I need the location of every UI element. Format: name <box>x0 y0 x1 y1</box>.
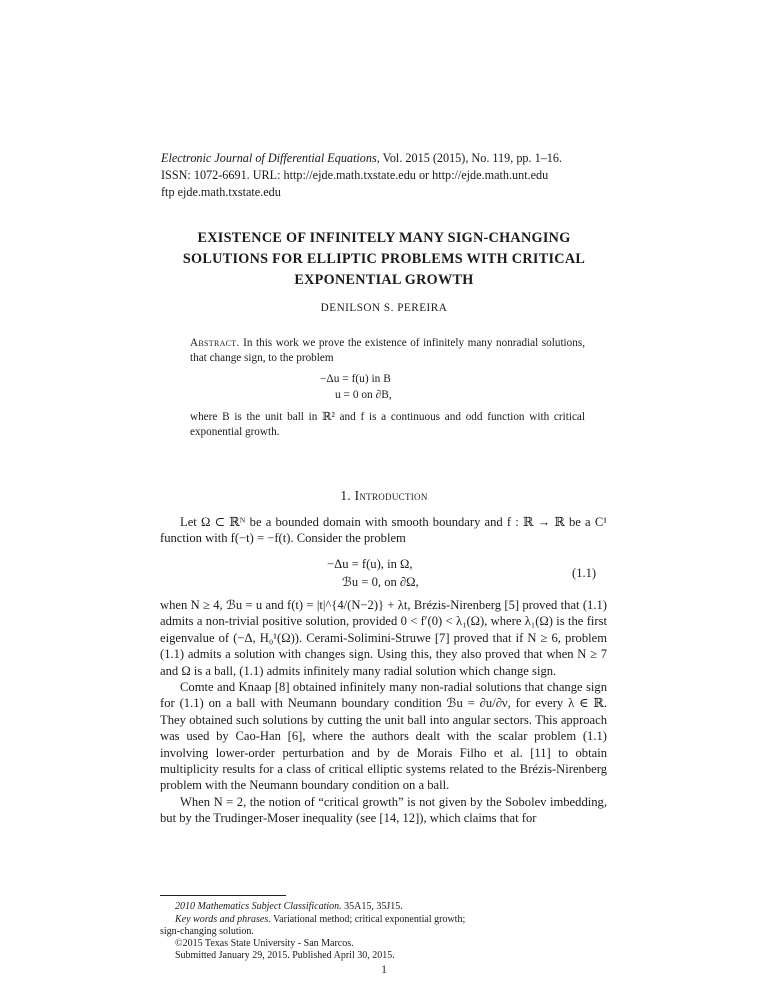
abstract-text-1 <box>190 336 585 366</box>
title-line-2: SOLUTIONS FOR ELLIPTIC PROBLEMS WITH CRITICAL <box>182 251 586 267</box>
footnote-msc <box>175 901 615 914</box>
paragraph-3-text: Comte and Knaap [8] obtained infinitely many non-radial solutions that change sign for (1.1) on a ball with Neumann boundary condition ℬu = ∂u/∂ν, for every λ ∈ ℝ. They obtained such solutions by cutting the unit ball into angular sectors. This approach was used by Cao-Han [6], where the authors dealt with the scalar problem (1.1) involving lower-order perturbation and by de Morais Filho et al. [11] to obtain multiplicity results for a class of critical elliptic systems related to the Brézis-Nirenberg problem with the Neumann boundary condition on a ball. <box>160 680 607 793</box>
journal-header-line-3: ftp ejde.math.txstate.edu <box>161 185 281 199</box>
section-heading <box>0 488 768 504</box>
paragraph-2-text: when N ≥ 4, ℬu = u and f(t) = |t|^{4/(N−2)} + λt, Brézis-Nirenberg [5] proved that (1.1) admits a non-trivial positive solution, provided 0 < f′(0) < λ₁(Ω), where λ₁(Ω) is the first eigenvalue of (−Δ, H₀¹(Ω)). Cerami-Solimini-Struwe [7] proved that if N ≥ 6, problem (1.1) admits a solution with changes sign. Using this, they also proved that when N ≥ 7 and Ω is a ball, (1.1) admits infinitely many radial solution which change sign. <box>160 598 607 678</box>
msc-codes: 35A15, 35J15. <box>341 901 403 912</box>
msc-label: 2010 Mathematics Subject Classification. <box>175 901 342 912</box>
section-title: 1. Introduction <box>340 488 428 503</box>
equation-1-1-line-a: −Δu = f(u), in Ω, <box>327 557 413 571</box>
abstract-equation-2: u = 0 on ∂B, <box>335 389 392 401</box>
abstract-text-2: where B is the unit ball in ℝ² and f is a continuous and odd function with critical exponential growth. <box>190 411 585 438</box>
paragraph-4-text: When N = 2, the notion of “critical growth” is not given by the Sobolev imbedding, but by the Trudinger-Moser inequality (see [14, 12]), which claims that for <box>160 794 607 826</box>
body-paragraphs <box>160 597 607 827</box>
footnote-rule <box>160 895 286 896</box>
journal-name: Electronic Journal of Differential Equations <box>161 151 377 165</box>
keywords-label: Key words and phrases. <box>175 914 271 925</box>
footnote-keywords <box>175 914 615 927</box>
page-number: 1 <box>381 964 387 976</box>
body-paragraph-1 <box>160 514 607 547</box>
abstract-label: Abstract. <box>190 337 240 349</box>
title-line-1: EXISTENCE OF INFINITELY MANY SIGN-CHANGING <box>197 230 571 246</box>
equation-1-1-line-b: ℬu = 0, on ∂Ω, <box>342 575 419 589</box>
journal-header-line-1 <box>161 150 621 166</box>
journal-header-line-2: ISSN: 1072-6691. URL: http://ejde.math.txstate.edu or http://ejde.math.unt.edu <box>161 168 549 182</box>
abstract-equation-1: −Δu = f(u) in B <box>320 373 391 385</box>
abstract-intro: In this work we prove the existence of infinitely many nonradial solutions, that change sign, to the problem <box>190 337 586 364</box>
footnote-copyright: ©2015 Texas State University - San Marcos. <box>175 938 354 949</box>
keywords-text: Variational method; critical exponential growth; <box>270 914 466 925</box>
paragraph-1-text: Let Ω ⊂ ℝᴺ be a bounded domain with smooth boundary and f : ℝ → ℝ be a C¹ function with f(−t) = −f(t). Consider the problem <box>160 515 607 546</box>
journal-issue: , Vol. 2015 (2015), No. 119, pp. 1–16. <box>376 151 563 165</box>
author-name: DENILSON S. PEREIRA <box>320 302 448 314</box>
equation-number: (1.1) <box>572 566 597 580</box>
footnote-keywords-cont: sign-changing solution. <box>160 926 254 937</box>
title-line-3: EXPONENTIAL GROWTH <box>294 272 474 288</box>
footnote-submitted: Submitted January 29, 2015. Published April 30, 2015. <box>175 950 395 961</box>
paper-title <box>100 228 668 291</box>
